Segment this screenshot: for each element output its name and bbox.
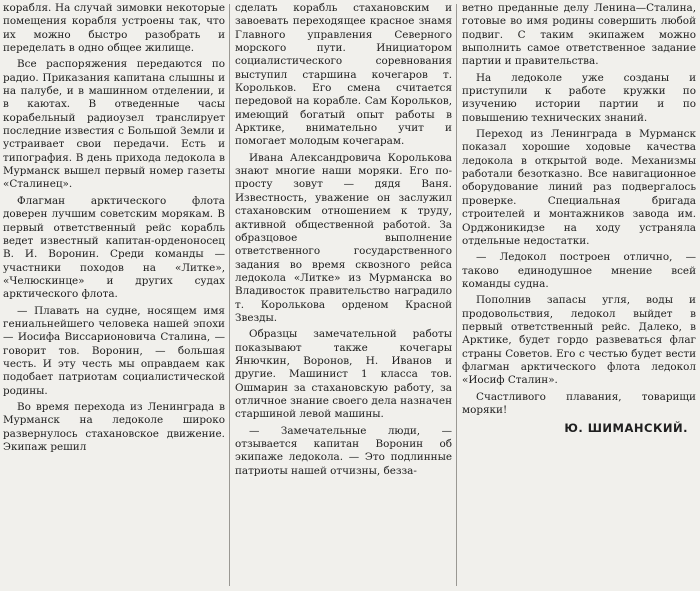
paragraph: ветно преданные делу Ленина—Сталина, готовые во имя родины совершить любой подвиг. С таким экипажем можно выполнить самое ответственное задание партии и правительства. — [462, 2, 696, 68]
paragraph: — Ледокол построен отлично, — таково единодушное мнение всей команды судна. — [462, 251, 696, 290]
paragraph: На ледоколе уже созданы и приступили к работе кружки по изучению истории партии и по повышению технических знаний. — [462, 71, 696, 124]
paragraph: Пополнив запасы угля, воды и продовольствия, ледокол выйдет в первый ответственный рейс. Далеко, в Арктике, будет гордо развеваться флаг страны Советов. Его с честью будет вести флагман арктического флота ледокол «Иосиф Сталин». — [462, 294, 696, 387]
column-divider — [229, 4, 230, 586]
paragraph: — Замечательные люди, — отзывается капитан Воронин об экипаже ледокола. — Это подлинные патриоты нашей отчизны, безза- — [235, 424, 452, 477]
paragraph: корабля. На случай зимовки некоторые помещения корабля устроены так, что их можно быстро разобрать и переделать в одно общее жилище. — [3, 2, 225, 55]
paragraph: Флагман арктического флота доверен лучшим советским морякам. В первый ответственный рейс корабль ведет известный капитан-орденоносец В. И. Воронин. Среди команды — участники походов на «Литке», «Челюскинце» и других судах арктического флота. — [3, 194, 225, 301]
article-column-1 — [3, 2, 225, 591]
paragraph: — Плавать на судне, носящем имя гениальнейшего человека нашей эпохи — Иосифа Виссарионовича Сталина, — говорит тов. Воронин, — большая честь. И эту честь мы оправдаем как подобает патриотам социалистической родины. — [3, 304, 225, 397]
column-divider — [456, 4, 457, 586]
paragraph: Счастливого плавания, товарищи моряки! — [462, 390, 696, 416]
paragraph: Все распоряжения передаются по радио. Приказания капитана слышны и на палубе, и в машинном отделении, и в каютах. В отведенные часы корабельный радиоузел транслирует последние известия с Большой Земли и устраивает свои передачи. Есть и типография. В день прихода ледокола в Мурманск вышел первый номер газеты «Сталинец». — [3, 58, 225, 191]
paragraph: Ивана Александровича Королькова знают многие наши моряки. Его по-просту зовут — дядя Ваня. Известность, уважение он заслужил стахановским отношением к труду, активной общественной работой. За образцовое выполнение ответственного государственного задания во время сквозного рейса ледокола «Литке» из Мурманска во Владивосток правительство наградило т. Королькова орденом Красной Звезды. — [235, 151, 452, 324]
paragraph: Во время перехода из Ленинграда в Мурманск на ледоколе широко развернулось стахановское движение. Экипаж решил — [3, 400, 225, 453]
article-column-2 — [235, 2, 452, 591]
paragraph: Переход из Ленинграда в Мурманск показал хорошие ходовые качества ледокола в открытой воде. Механизмы работали безотказно. Все навигационное оборудование линий раз подвергалось проверке. Специальная бригада строителей и монтажников завода им. Орджоникидзе на ходу устраняла отдельные недостатки. — [462, 128, 696, 247]
paragraph: сделать корабль стахановским и завоевать переходящее красное знамя Главного управления Северного морского пути. Инициатором социалистического соревнования выступил старшина кочегаров т. Корольков. Его смена считается передовой на корабле. Сам Корольков, имеющий богатый опыт работы в Арктике, внимательно учит и помогает молодым кочегарам. — [235, 2, 452, 148]
article-column-3 — [462, 2, 696, 591]
paragraph: Образцы замечательной работы показывают также кочегары Янючкин, Воронов, Н. Иванов и другие. Машинист 1 класса тов. Ошмарин за стахановскую работу, за отличное знание своего дела назначен старшиной левой машины. — [235, 328, 452, 421]
author-signature: Ю. ШИМАНСКИЙ. — [564, 421, 688, 436]
